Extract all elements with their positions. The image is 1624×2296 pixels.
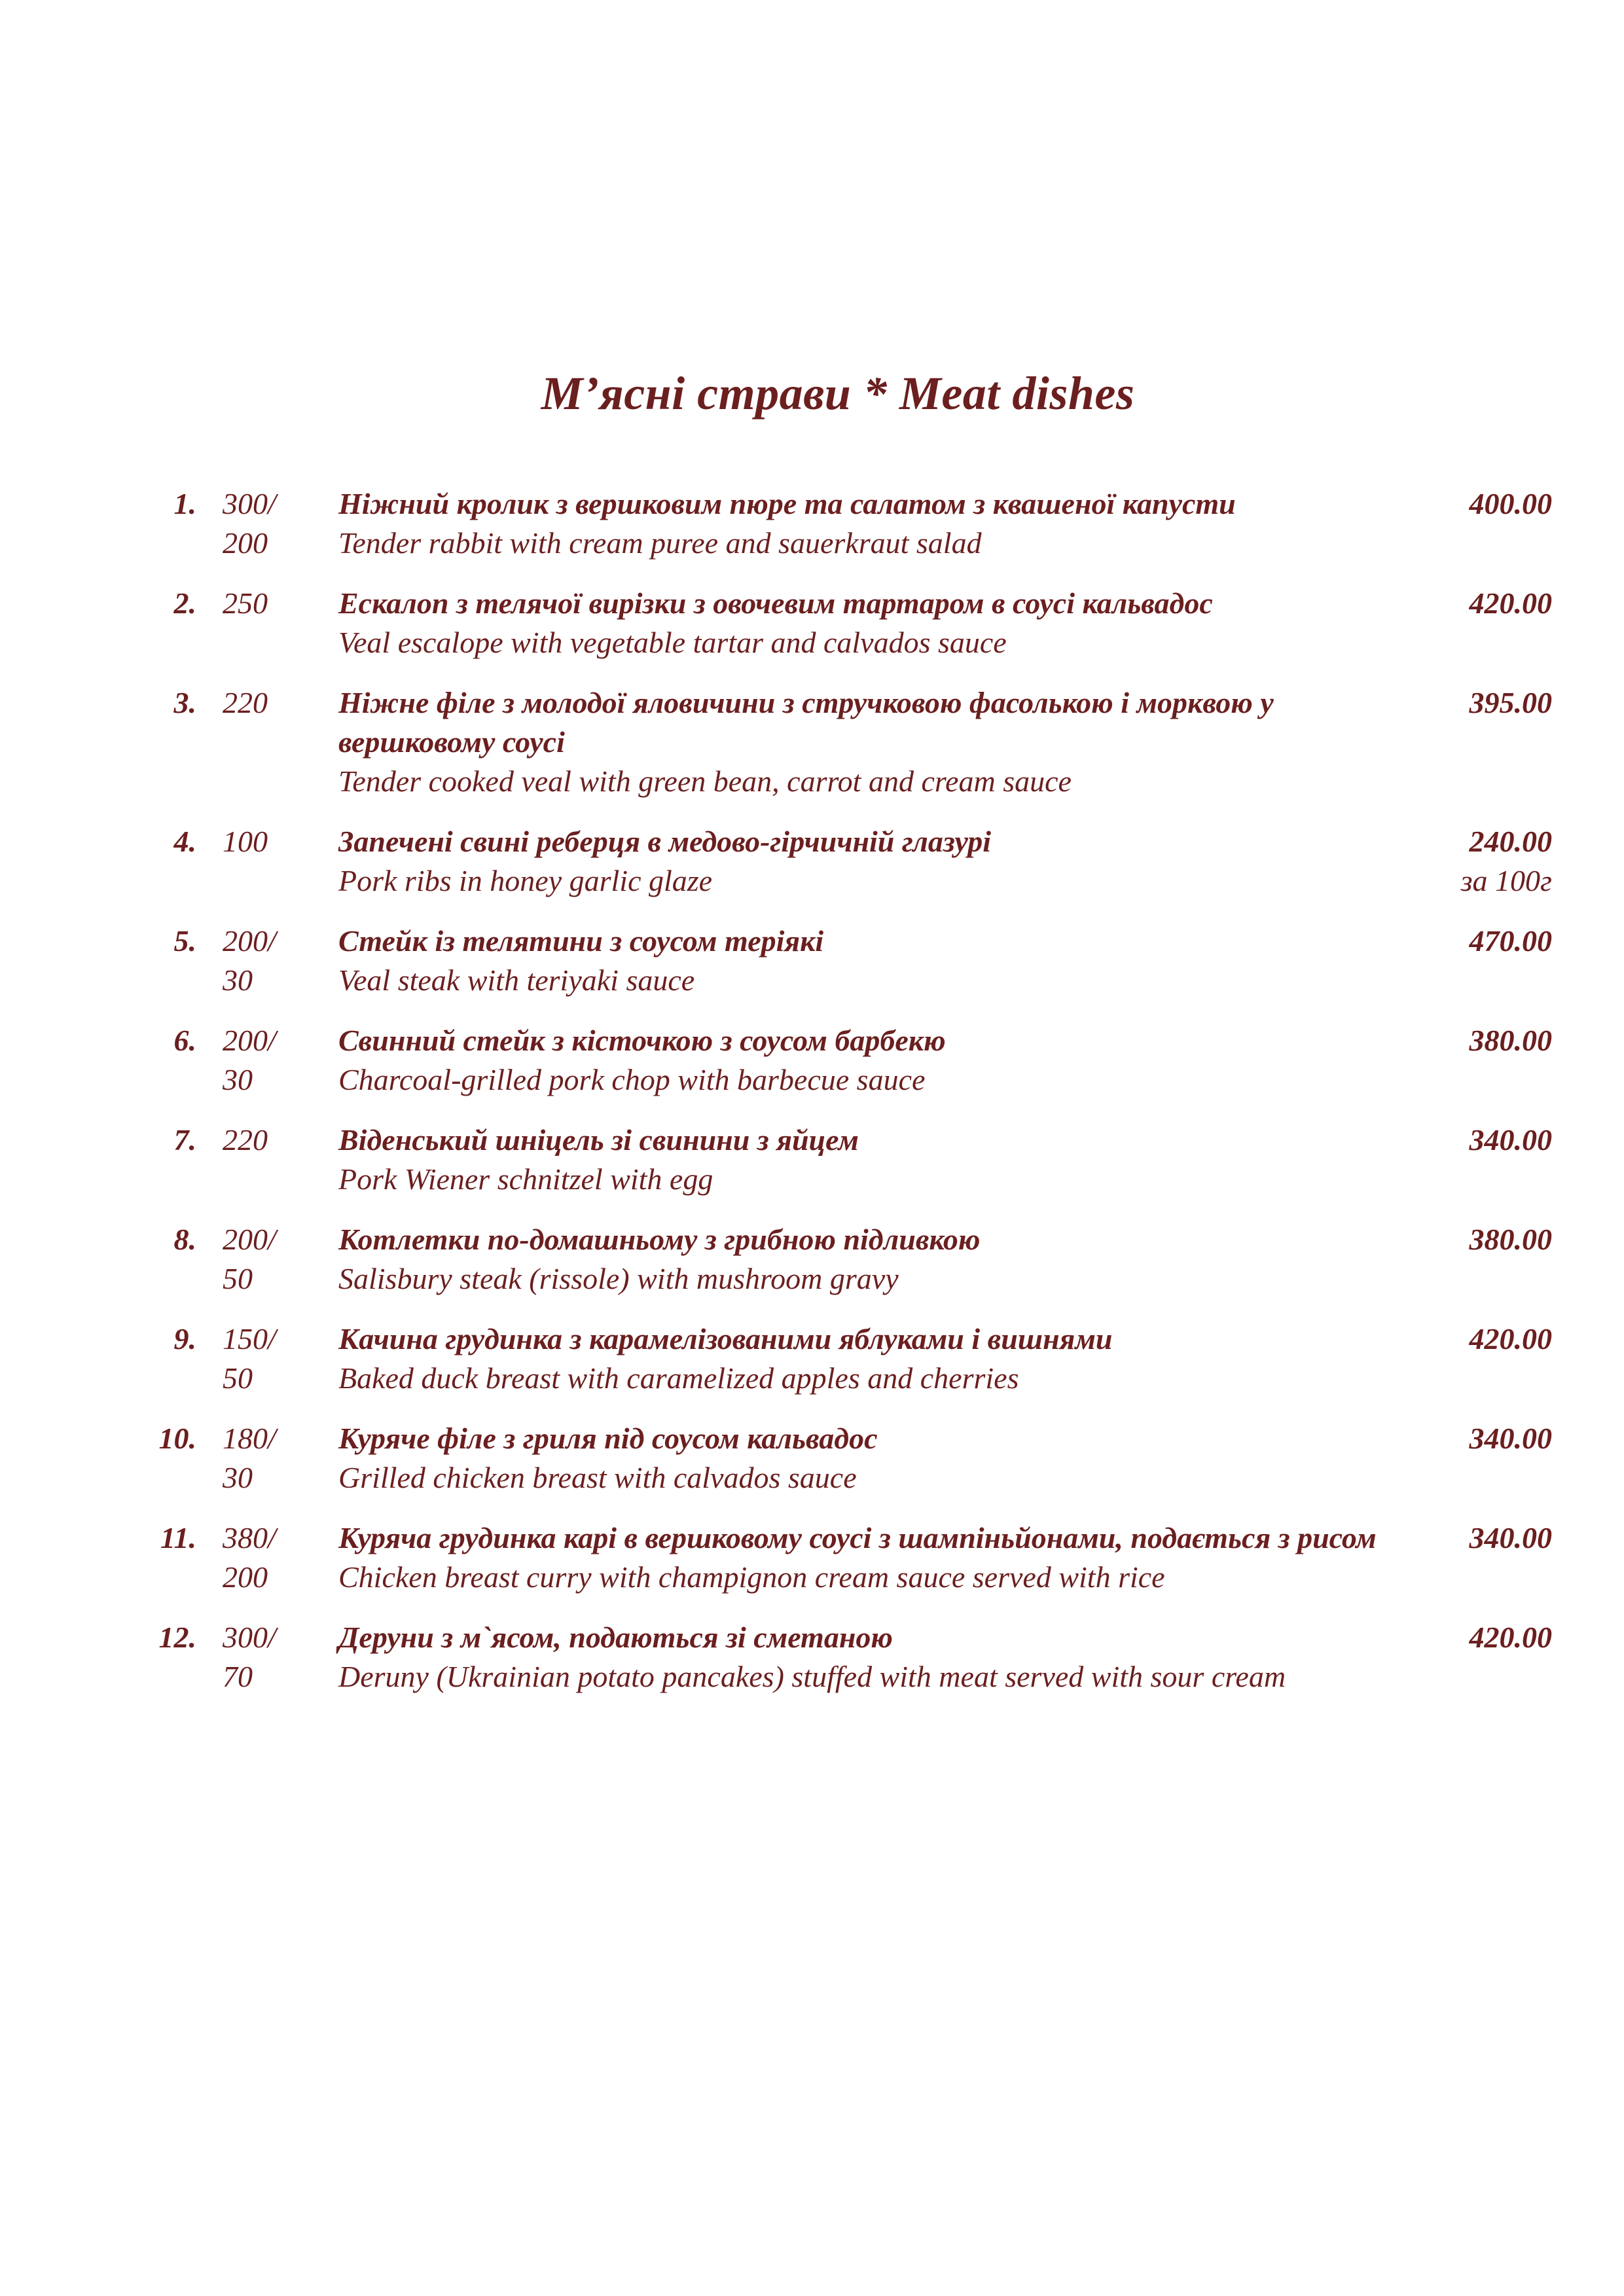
menu-item <box>0 1121 1624 1199</box>
item-name-en: Salisbury steak (rissole) with mushroom gravy <box>338 1262 899 1295</box>
item-weight-main: 250 <box>223 586 268 620</box>
item-description <box>338 1121 1425 1199</box>
item-name-uk: Ніжне філе з молодої яловичини з стручковою фасолькою і морквою у вершковому соусі <box>338 686 1274 759</box>
item-price-value: 395.00 <box>1469 686 1552 719</box>
item-description <box>338 1518 1425 1597</box>
item-weight-main: 220 <box>223 686 268 719</box>
menu-item <box>0 1319 1624 1398</box>
item-weight-main: 100 <box>223 825 268 858</box>
item-name-en: Charcoal-grilled pork chop with barbecue sauce <box>338 1063 926 1096</box>
item-weight-extra: 30 <box>223 1063 253 1096</box>
item-price-value: 420.00 <box>1469 586 1552 620</box>
item-number: 10. <box>158 1422 196 1455</box>
item-weight <box>223 1419 314 1498</box>
item-price-value: 340.00 <box>1469 1521 1552 1554</box>
item-price-value: 420.00 <box>1469 1621 1552 1654</box>
item-name-uk: Куряче філе з гриля під соусом кальвадос <box>338 1422 878 1455</box>
item-price <box>1421 922 1552 961</box>
item-name-en: Veal escalope with vegetable tartar and calvados sauce <box>338 626 1007 659</box>
item-weight <box>223 822 314 861</box>
item-name-en: Tender rabbit with cream puree and sauerkraut salad <box>338 526 982 560</box>
item-weight <box>223 1220 314 1299</box>
menu-item <box>0 1419 1624 1498</box>
item-weight-main: 380/ <box>223 1521 276 1554</box>
item-number: 7. <box>173 1123 196 1157</box>
item-weight <box>223 1518 314 1597</box>
item-weight-extra: 200 <box>223 1560 268 1594</box>
item-price-value: 420.00 <box>1469 1322 1552 1355</box>
item-price <box>1421 1021 1552 1060</box>
item-number: 5. <box>173 924 196 958</box>
item-number: 4. <box>173 825 196 858</box>
item-name-uk: Стейк із телятини з соусом теріякі <box>338 924 824 958</box>
item-weight <box>223 1319 314 1398</box>
item-price <box>1421 1518 1552 1558</box>
item-number: 3. <box>173 686 196 719</box>
item-name-uk: Ескалоп з телячої вирізки з овочевим тартаром в соусі кальвадос <box>338 586 1213 620</box>
item-price <box>1421 1121 1552 1160</box>
item-price-value: 470.00 <box>1469 924 1552 958</box>
item-description <box>338 822 1425 901</box>
item-price <box>1421 584 1552 623</box>
item-name-en: Veal steak with teriyaki sauce <box>338 963 695 997</box>
item-description <box>338 1319 1425 1398</box>
menu-item <box>0 584 1624 662</box>
item-price <box>1421 1220 1552 1259</box>
item-weight <box>223 922 314 1000</box>
item-weight-extra: 30 <box>223 963 253 997</box>
item-number: 2. <box>173 586 196 620</box>
item-weight-extra: 200 <box>223 526 268 560</box>
item-number: 6. <box>173 1024 196 1057</box>
item-number: 1. <box>173 487 196 520</box>
item-weight <box>223 1618 314 1696</box>
item-name-en: Chicken breast curry with champignon cream sauce served with rice <box>338 1560 1165 1594</box>
item-price <box>1421 1618 1552 1657</box>
item-number: 8. <box>173 1223 196 1256</box>
item-name-uk: Запечені свині реберця в медово-гірчичній глазурі <box>338 825 992 858</box>
item-weight <box>223 683 314 723</box>
item-description <box>338 683 1425 801</box>
item-description <box>338 1220 1425 1299</box>
item-name-en: Pork Wiener schnitzel with egg <box>338 1162 713 1196</box>
item-number: 9. <box>173 1322 196 1355</box>
item-price <box>1421 1319 1552 1359</box>
item-weight <box>223 584 314 623</box>
item-name-en: Baked duck breast with caramelized apples and cherries <box>338 1361 1019 1395</box>
item-weight-main: 200/ <box>223 924 276 958</box>
item-name-uk: Котлетки по-домашньому з грибною підливкою <box>338 1223 981 1256</box>
menu-item <box>0 1618 1624 1696</box>
item-name-en: Pork ribs in honey garlic glaze <box>338 864 713 897</box>
item-name-en: Grilled chicken breast with calvados sauce <box>338 1461 857 1494</box>
menu-item <box>0 484 1624 563</box>
item-description <box>338 922 1425 1000</box>
item-price <box>1421 1419 1552 1458</box>
item-name-uk: Свинний стейк з кісточкою з соусом барбекю <box>338 1024 946 1057</box>
item-weight-main: 200/ <box>223 1223 276 1256</box>
item-name-uk: Віденський шніцель зі свинини з яйцем <box>338 1123 859 1157</box>
item-price-value: 340.00 <box>1469 1123 1552 1157</box>
item-weight-main: 300/ <box>223 1621 276 1654</box>
item-weight-extra: 50 <box>223 1361 253 1395</box>
menu-item <box>0 1021 1624 1100</box>
item-price-value: 380.00 <box>1469 1223 1552 1256</box>
item-number: 11. <box>160 1521 196 1554</box>
item-description <box>338 484 1425 563</box>
item-price <box>1421 822 1552 901</box>
item-description <box>338 584 1425 662</box>
menu-item <box>0 1220 1624 1299</box>
item-name-uk: Куряча грудинка карі в вершковому соусі з шампіньйонами, подається з рисом <box>338 1521 1377 1554</box>
item-weight-main: 180/ <box>223 1422 276 1455</box>
item-weight-main: 200/ <box>223 1024 276 1057</box>
item-price <box>1421 683 1552 723</box>
item-price <box>1421 484 1552 524</box>
item-name-en: Tender cooked veal with green bean, carrot and cream sauce <box>338 764 1072 798</box>
item-name-uk: Качина грудинка з карамелізованими яблуками і вишнями <box>338 1322 1113 1355</box>
item-price-value: 240.00 <box>1469 825 1552 858</box>
item-weight <box>223 1121 314 1160</box>
item-name-en: Deruny (Ukrainian potato pancakes) stuffed with meat served with sour cream <box>338 1660 1286 1693</box>
item-description <box>338 1419 1425 1498</box>
item-price-value: 380.00 <box>1469 1024 1552 1057</box>
item-number: 12. <box>158 1621 196 1654</box>
menu-item <box>0 822 1624 901</box>
item-price-note: за 100г <box>1460 864 1552 897</box>
menu-item <box>0 1518 1624 1597</box>
page-title: М’ясні страви * Meat dishes <box>541 367 1135 420</box>
item-weight <box>223 484 314 563</box>
item-weight-extra: 30 <box>223 1461 253 1494</box>
item-name-uk: Деруни з м`ясом, подаються зі сметаною <box>338 1621 893 1654</box>
menu-item <box>0 922 1624 1000</box>
item-price-value: 340.00 <box>1469 1422 1552 1455</box>
item-weight-main: 150/ <box>223 1322 276 1355</box>
menu-list <box>0 484 1624 1717</box>
item-name-uk: Ніжний кролик з вершковим пюре та салатом з квашеної капусти <box>338 487 1236 520</box>
item-weight-main: 220 <box>223 1123 268 1157</box>
item-price-value: 400.00 <box>1469 487 1552 520</box>
item-weight-extra: 50 <box>223 1262 253 1295</box>
item-description <box>338 1618 1425 1696</box>
item-weight-main: 300/ <box>223 487 276 520</box>
item-description <box>338 1021 1425 1100</box>
item-weight-extra: 70 <box>223 1660 253 1693</box>
item-weight <box>223 1021 314 1100</box>
menu-item <box>0 683 1624 801</box>
